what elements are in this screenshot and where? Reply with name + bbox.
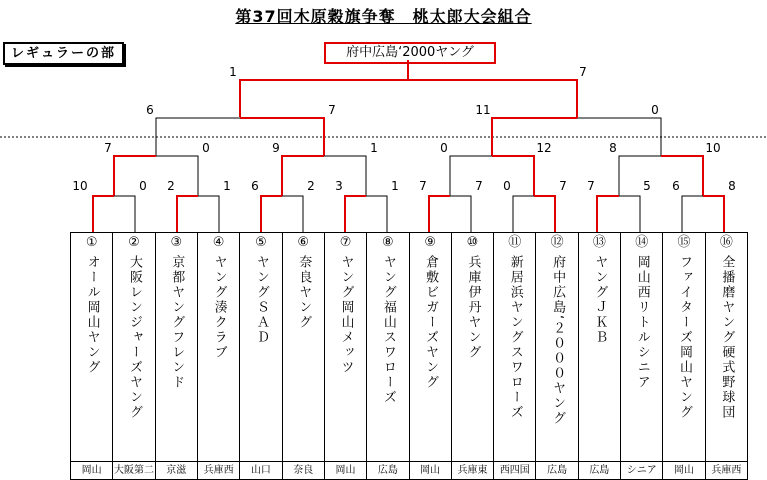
score-first-4: 1: [223, 179, 231, 193]
score-first-11: 0: [503, 179, 511, 193]
score-first-1: 10: [72, 179, 88, 193]
team-cell: [367, 233, 409, 461]
team-cell: [621, 233, 663, 461]
score-quarter-3: 9: [272, 141, 280, 155]
team-cell: [663, 233, 705, 461]
first-round-brackets: [93, 196, 724, 232]
team-name: 全播磨ヤング硬式野球団: [719, 255, 735, 420]
champion-box: 府中広島‘2000ヤング: [324, 42, 496, 64]
team-number: ⑤: [255, 235, 267, 250]
team-cell: [240, 233, 282, 461]
team-cell: [452, 233, 494, 461]
team-region: 兵庫東: [452, 462, 494, 479]
score-first-5: 6: [251, 179, 259, 193]
team-table: [70, 232, 748, 462]
score-semi-2: 7: [328, 103, 336, 117]
score-first-6: 2: [307, 179, 315, 193]
team-cell: [325, 233, 367, 461]
team-region: 広島: [536, 462, 578, 479]
team-name: ヤングＪＫＢ: [592, 255, 608, 345]
team-number: ⑦: [339, 235, 352, 250]
score-first-10: 7: [475, 179, 483, 193]
team-region: 奈良: [283, 462, 325, 479]
team-name: オール岡山ヤング: [84, 255, 100, 375]
score-semi-4: 0: [651, 103, 659, 117]
score-quarter-1: 7: [104, 141, 112, 155]
team-region: 兵庫西: [198, 462, 240, 479]
team-name: 兵庫伊丹ヤング: [465, 255, 481, 360]
quarter-brackets: [114, 156, 703, 196]
team-number: ⑫: [550, 235, 564, 250]
team-cell: [579, 233, 621, 461]
score-first-7: 3: [335, 179, 343, 193]
team-number: ⑧: [382, 235, 394, 250]
team-name: 奈良ヤング: [296, 255, 312, 330]
team-region: 岡山: [325, 462, 367, 479]
team-number: ④: [212, 235, 225, 250]
score-first-8: 1: [391, 179, 399, 193]
team-number: ⑩: [466, 235, 479, 250]
team-number: ⑭: [635, 235, 649, 250]
team-name: 倉敷ビガーズヤング: [423, 255, 439, 390]
score-quarter-8: 10: [705, 141, 721, 155]
team-number: ①: [85, 235, 98, 250]
team-number: ③: [170, 235, 183, 250]
team-cell: [410, 233, 452, 461]
team-region: 岡山: [663, 462, 705, 479]
team-name: ファイターズ岡山ヤング: [677, 255, 693, 420]
score-first-3: 2: [167, 179, 175, 193]
team-number: ⑯: [719, 235, 733, 250]
team-cell: [494, 233, 536, 461]
team-name: ヤング岡山メッツ: [338, 255, 354, 375]
team-region: 広島: [579, 462, 621, 479]
score-first-16: 8: [728, 179, 736, 193]
team-region: 広島: [367, 462, 409, 479]
team-number: ⑮: [677, 235, 691, 250]
final-bracket: [240, 60, 577, 117]
team-number: ⑬: [592, 235, 606, 250]
team-region: 兵庫西: [711, 465, 742, 476]
score-quarter-7: 8: [609, 141, 617, 155]
team-region: 西四国: [494, 462, 536, 479]
score-first-12: 7: [559, 179, 567, 193]
team-name: 京都ヤングフレンド: [169, 255, 185, 390]
score-final-right: 7: [579, 65, 587, 79]
team-name: 岡山西リトルシニア: [634, 255, 650, 390]
score-final-left: 1: [229, 65, 237, 79]
score-quarter-4: 1: [370, 141, 378, 155]
team-region: シニア: [621, 462, 663, 479]
score-quarter-5: 0: [440, 141, 448, 155]
division-label: レギュラーの部: [3, 42, 124, 65]
team-region: 山口: [240, 462, 282, 479]
team-cell: [156, 233, 198, 461]
region-row: [70, 461, 748, 480]
team-cell: [536, 233, 578, 461]
team-region: 岡山: [71, 462, 113, 479]
team-region: 岡山: [410, 462, 452, 479]
score-first-9: 7: [419, 179, 427, 193]
team-region: 京滋: [156, 462, 198, 479]
team-region: 大阪第二: [113, 462, 155, 479]
team-name: ヤングＳＡＤ: [253, 255, 269, 345]
team-cell: [198, 233, 240, 461]
score-semi-1: 6: [146, 103, 154, 117]
score-first-14: 5: [643, 179, 651, 193]
team-cell: [113, 233, 155, 461]
team-name: ヤング湊クラブ: [211, 255, 227, 360]
team-name: 大阪レンジャーズヤング: [126, 255, 142, 420]
team-number: ⑪: [508, 235, 522, 250]
team-name: 新居浜ヤングスワローズ: [507, 255, 523, 420]
score-quarter-2: 0: [202, 141, 210, 155]
score-first-15: 6: [672, 179, 680, 193]
score-semi-3: 11: [475, 103, 491, 117]
team-cell: [283, 233, 325, 461]
team-number: ⑥: [297, 235, 310, 250]
score-quarter-6: 12: [536, 141, 552, 155]
team-number: ⑨: [424, 235, 436, 250]
team-name: ヤング福山スワローズ: [380, 255, 396, 405]
team-number: ②: [128, 235, 140, 250]
team-cell: [706, 233, 747, 461]
page-title: 第37回木原穀旗争奪 桃太郎大会組合: [235, 7, 532, 26]
team-cell: [71, 233, 113, 461]
score-first-13: 7: [587, 179, 595, 193]
score-first-2: 0: [139, 179, 147, 193]
team-name: 府中広島‘２０００ヤング: [550, 255, 566, 427]
